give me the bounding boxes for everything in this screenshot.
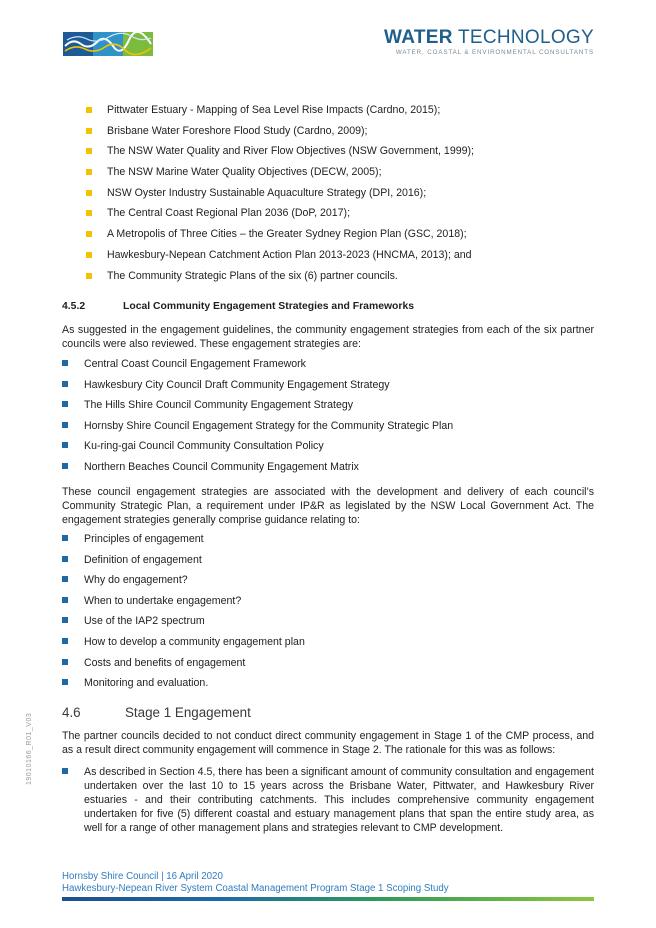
bullet-icon: [62, 535, 68, 541]
bullet-icon: [62, 597, 68, 603]
bullet-icon: [86, 169, 92, 175]
list-item: Pittwater Estuary - Mapping of Sea Level Rise Impacts (Cardno, 2015);: [86, 104, 586, 125]
list-item: Hawkesbury City Council Draft Community Engagement Strategy: [62, 378, 594, 399]
list-item: The NSW Marine Water Quality Objectives (DECW, 2005);: [86, 166, 586, 187]
section-heading: [62, 300, 414, 313]
bullet-icon: [86, 148, 92, 154]
reference-list: [86, 104, 586, 290]
bullet-icon: [62, 360, 68, 366]
document-reference: 19010166_R01_V03: [26, 712, 33, 785]
footer-divider: [62, 897, 594, 901]
section-title: Stage 1 Engagement: [125, 705, 251, 720]
list-item: Hornsby Shire Council Engagement Strategy for the Community Strategic Plan: [62, 419, 594, 440]
section-number: 4.5.2: [62, 301, 86, 312]
bullet-icon: [86, 107, 92, 113]
bullet-icon: [62, 679, 68, 685]
rationale-list: [62, 765, 594, 835]
bullet-icon: [62, 422, 68, 428]
list-item: Ku-ring-gai Council Community Consultation Policy: [62, 439, 594, 460]
bullet-icon: [62, 556, 68, 562]
list-item: Monitoring and evaluation.: [62, 676, 594, 697]
strategy-list: [62, 357, 594, 481]
bullet-icon: [62, 659, 68, 665]
brand-name: WATER TECHNOLOGY: [384, 27, 594, 48]
footer-project-title: Hawkesbury-Nepean River System Coastal Management Program Stage 1 Scoping Study: [62, 883, 449, 894]
bullet-icon: [86, 231, 92, 237]
bullet-icon: [62, 768, 68, 774]
bullet-icon: [86, 210, 92, 216]
wave-logo: [63, 32, 153, 56]
list-item: As described in Section 4.5, there has been a significant amount of community consultation and engagement undertaken over the last 10 to 15 years across the Brisbane Water, Pittwater, and Hawkesbury River estuaries - and their contributing catchments. This includes comprehensive community engagement undertaken for five (5) different coastal and estuary management plans that span the entire study area, as well for a range of other management plans and strategies relevant to CMP development.: [62, 765, 594, 835]
bullet-icon: [62, 442, 68, 448]
paragraph: As suggested in the engagement guidelines, the community engagement strategies from each of the six partner councils were also reviewed. These engagement strategies are:: [62, 324, 594, 350]
list-item: Hawkesbury-Nepean Catchment Action Plan 2013-2023 (HNCMA, 2013); and: [86, 249, 586, 270]
list-item: Northern Beaches Council Community Engagement Matrix: [62, 460, 594, 481]
list-item: The Central Coast Regional Plan 2036 (DoP, 2017);: [86, 207, 586, 228]
paragraph: These council engagement strategies are associated with the development and delivery of each council’s Community Strategic Plan, a requirement under IP&R as legislated by the NSW Local Government Act. The engagement strategies generally comprise guidance relating to:: [62, 486, 594, 526]
guidance-list: [62, 532, 594, 697]
list-item: A Metropolis of Three Cities – the Greater Sydney Region Plan (GSC, 2018);: [86, 228, 586, 249]
list-item: Principles of engagement: [62, 532, 594, 553]
brand-logo: [384, 28, 594, 57]
bullet-icon: [86, 273, 92, 279]
list-item: Costs and benefits of engagement: [62, 656, 594, 677]
section-title: Local Community Engagement Strategies and Frameworks: [123, 301, 415, 312]
list-item: Brisbane Water Foreshore Flood Study (Cardno, 2009);: [86, 125, 586, 146]
list-item: NSW Oyster Industry Sustainable Aquaculture Strategy (DPI, 2016);: [86, 187, 586, 208]
list-item: The Hills Shire Council Community Engagement Strategy: [62, 398, 594, 419]
bullet-icon: [86, 252, 92, 258]
list-item: Why do engagement?: [62, 573, 594, 594]
brand-tagline: WATER, COASTAL & ENVIRONMENTAL CONSULTANTS: [395, 49, 594, 56]
list-item: How to develop a community engagement plan: [62, 635, 594, 656]
list-item: The Community Strategic Plans of the six (6) partner councils.: [86, 270, 586, 291]
section-number: 4.6: [62, 705, 81, 720]
bullet-icon: [62, 381, 68, 387]
list-item: The NSW Water Quality and River Flow Objectives (NSW Government, 1999);: [86, 145, 586, 166]
bullet-icon: [86, 190, 92, 196]
bullet-icon: [62, 401, 68, 407]
bullet-icon: [62, 617, 68, 623]
list-item: Definition of engagement: [62, 553, 594, 574]
paragraph: The partner councils decided to not conduct direct community engagement in Stage 1 of the CMP process, and as a result direct community engagement will commence in Stage 2. The rationale for this was as follows:: [62, 730, 594, 756]
bullet-icon: [62, 463, 68, 469]
bullet-icon: [86, 128, 92, 134]
page-footer: [62, 871, 449, 895]
bullet-icon: [62, 576, 68, 582]
footer-client-date: Hornsby Shire Council | 16 April 2020: [62, 871, 223, 882]
bullet-icon: [62, 638, 68, 644]
list-item: When to undertake engagement?: [62, 594, 594, 615]
list-item: Use of the IAP2 spectrum: [62, 614, 594, 635]
section-heading: [62, 705, 251, 721]
list-item: Central Coast Council Engagement Framework: [62, 357, 594, 378]
